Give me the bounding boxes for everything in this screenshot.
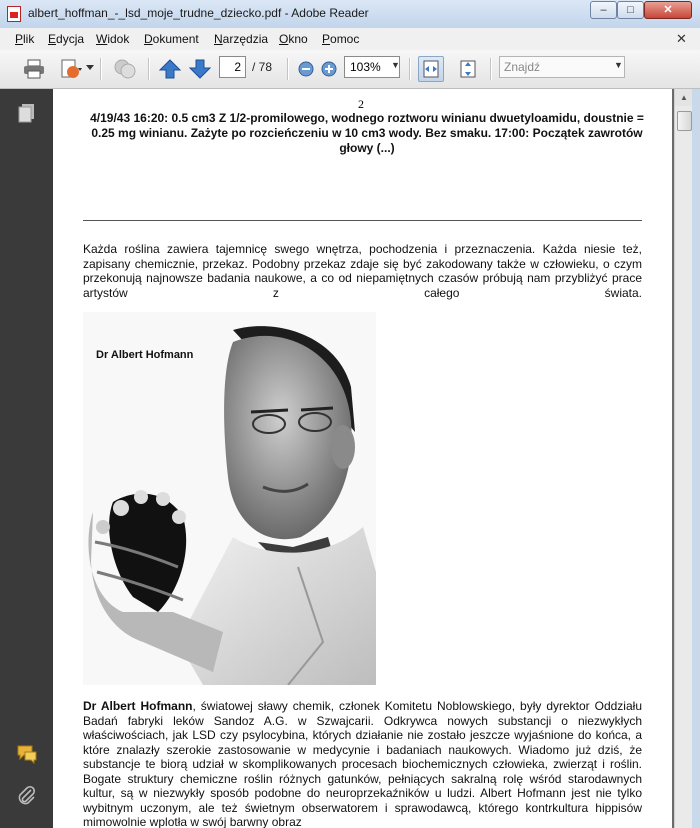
find-dropdown-arrow-icon[interactable]: ▼ [614,60,623,70]
zoom-select[interactable]: 103% [344,56,400,78]
zoom-out-icon [296,59,316,79]
toolbar-separator [100,58,102,80]
next-page-button[interactable] [187,56,213,82]
portrait-photo [83,312,376,685]
page-header-text: 4/19/43 16:20: 0.5 cm3 Z 1/2-promilowego, wodnego roztworu winianu dwuetyloamidu, doustnie = 0.25 mg winianu. Zażyte po rozcieńczeniu w 10 cm3 wody. Bez smaku. 17:00: Początek zawrotów głowy (...) [90,111,644,155]
toolbar-separator [490,58,492,80]
zoom-in-icon [319,59,339,79]
export-button[interactable] [58,56,84,82]
find-input[interactable]: Znajdź [499,56,625,78]
biography-text: , światowej sławy chemik, członek Komitetu Noblowskiego, były dyrektor Oddziału Badań fabryki leków Sandoz A.G. w Szwajcarii. Odkrywca nowych substancji o niezwykłych właściwościach, jak LSD czy psylocybina, których działanie nie zostało jeszcze wyjaśnione do końca, a które znalazły szerokie zastosowanie w medycynie i badaniach naukowych. Wiadomo już dziś, że substancje te biorą udział w skomplikowanych procesach biochemicznych człowieka, zwierząt i roślin. Bogate struktury chemiczne roślin różnych gatunków, pełniących sakralną rolę wśród starodawnych kultur, są w niezwykły sposób podobne do neuroprzekaźników u ludzi. Albert Hofmann jest nie tylko wybitnym uczonym, ale też świetnym obserwatorem i sprawodawcą, którego kontrkultura hippisów mimowolnie wplotła w swój barwny obraz [83,699,642,828]
fit-page-icon [458,59,478,79]
vertical-scrollbar[interactable] [674,89,693,828]
arrow-up-icon [159,58,181,80]
toolbar-separator [287,58,289,80]
zoom-dropdown-arrow-icon[interactable]: ▼ [391,60,400,70]
portrait-image [83,312,376,685]
printer-icon [23,59,45,79]
collaborate-icon [113,58,137,80]
menu-narzedzia[interactable]: Narzędzia [214,32,269,46]
toolbar-separator [148,58,150,80]
biography-paragraph [83,699,642,828]
menu-okno[interactable]: Okno [279,32,308,46]
horizontal-rule [83,220,642,221]
window-frame [692,89,700,828]
page-total-label: / 78 [252,60,273,74]
pdf-file-icon [7,6,21,22]
document-view[interactable] [53,89,674,828]
chevron-down-icon[interactable] [86,65,94,71]
minimize-button[interactable]: – [590,1,617,19]
close-document-icon[interactable]: ✕ [676,31,687,46]
previous-page-button[interactable] [157,56,183,82]
title-bar [0,0,700,29]
page-number: 2 [358,97,364,111]
menu-bar [0,28,700,51]
fit-page-button[interactable] [455,56,481,82]
pages-icon[interactable] [16,102,38,124]
maximize-button[interactable]: □ [617,1,644,19]
toolbar-separator [409,58,411,80]
comments-icon[interactable] [16,743,38,765]
create-pdf-icon [59,58,83,80]
menu-widok[interactable]: Widok [96,32,130,46]
navigation-panel [0,89,53,828]
menu-dokument[interactable]: Dokument [144,32,199,46]
attachment-icon[interactable] [16,785,38,807]
print-button[interactable] [21,56,47,82]
fit-width-button[interactable] [418,56,444,82]
menu-edycja[interactable]: Edycja [48,32,85,46]
collaborate-button[interactable] [112,56,138,82]
biography-name: Dr Albert Hofmann [83,699,193,713]
window-title: albert_hoffman_-_lsd_moje_trudne_dziecko.pdf - Adobe Reader [28,6,369,20]
fit-width-icon [421,59,441,79]
close-button[interactable]: ✕ [644,1,692,19]
scroll-up-arrow-icon[interactable]: ▲ [675,89,693,106]
photo-caption: Dr Albert Hofmann [96,349,194,361]
zoom-in-button[interactable] [316,56,342,82]
menu-pomoc[interactable]: Pomoc [322,32,360,46]
intro-paragraph: Każda roślina zawiera tajemnicę swego wnętrza, pochodzenia i przeznaczenia. Każda niesie też, zapisany chemicznie, przekaz. Podobny przekaz zdaje się być zakodowany także w człowieku, o czym przekonują najnowsze badania naukowe, a co od niepamiętnych czasów próbują nam przybliżyć prace artystów z całego świata. [83,242,642,300]
menu-plik[interactable]: Plik [15,32,35,46]
scrollbar-thumb[interactable] [677,111,692,131]
arrow-down-icon [189,58,211,80]
page-number-input[interactable]: 2 [219,56,246,78]
pdf-page [53,89,672,828]
